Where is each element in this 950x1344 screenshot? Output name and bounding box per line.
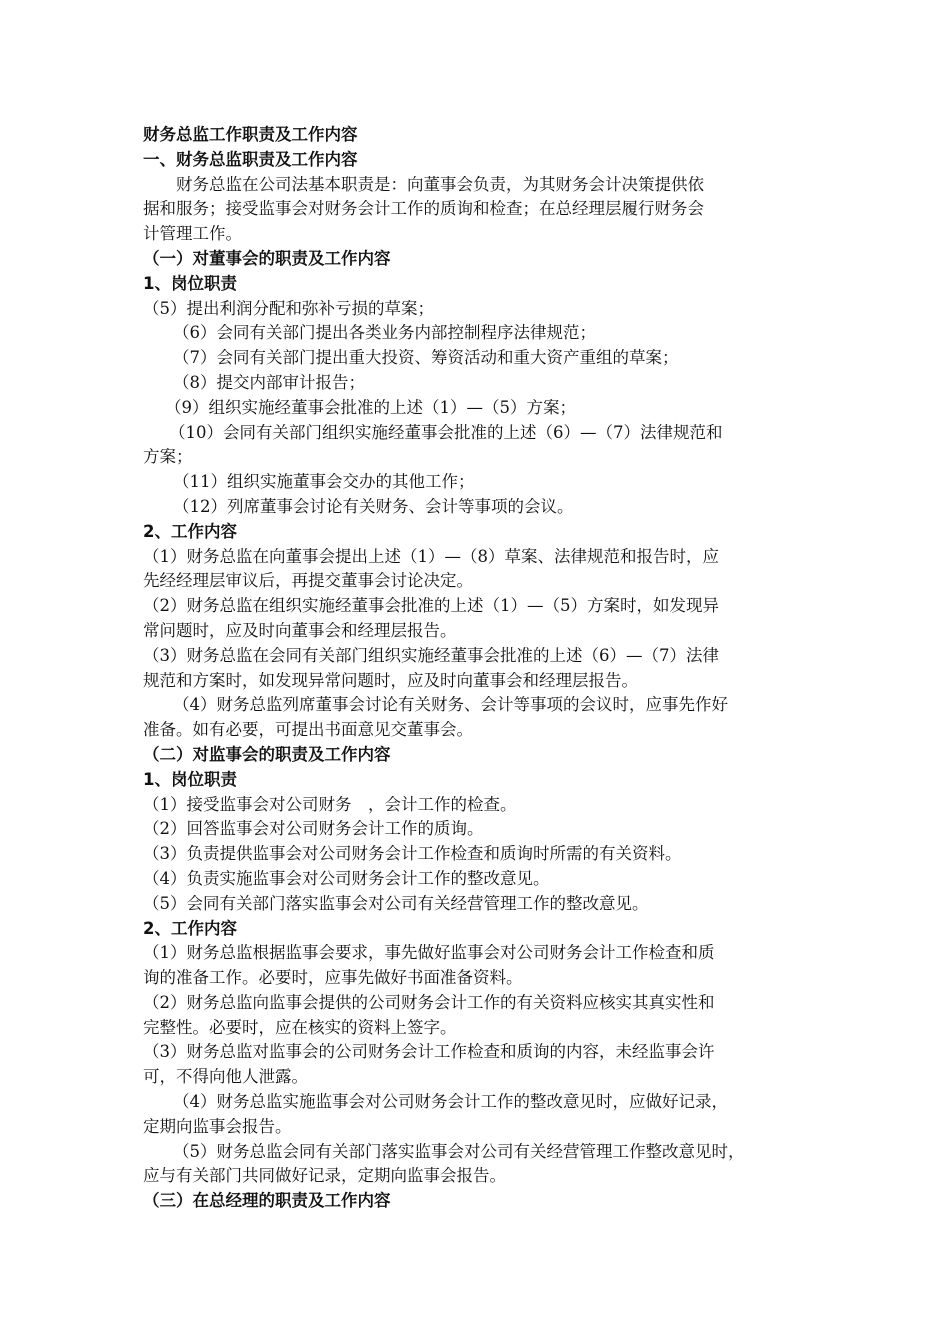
content-item: （3）财务总监在会同有关部门组织实施经董事会批准的上述（6）—（7）法律	[143, 645, 719, 665]
duty-item: （3）负责提供监事会对公司财务会计工作检查和质询时所需的有关资料。	[143, 844, 682, 864]
duty-item: （12）列席董事会讨论有关财务、会计等事项的会议。	[173, 496, 574, 516]
content-item: 规范和方案时，如发现异常问题时，应及时向董事会和经理层报告。	[143, 670, 638, 690]
intro-line: 财务总监在公司法基本职责是：向董事会负责，为其财务会计决策提供依	[176, 174, 704, 194]
section-1-duties-title: 1、岗位职责	[143, 273, 237, 293]
duty-item: （1）接受监事会对公司财务 ，会计工作的检查。	[143, 794, 517, 814]
content-item: （4）财务总监实施监事会对公司财务会计工作的整改意见时，应做好记录，	[173, 1092, 728, 1112]
section-3-title: （三）在总经理的职责及工作内容	[143, 1191, 391, 1211]
content-item: 先经经理层审议后，再提交董事会讨论决定。	[143, 571, 473, 591]
content-item: 常问题时，应及时向董事会和经理层报告。	[143, 620, 457, 640]
content-item: 定期向监事会报告。	[143, 1116, 292, 1136]
content-item: （1）财务总监根据监事会要求，事先做好监事会对公司财务会计工作检查和质	[143, 943, 715, 963]
content-item: （4）财务总监列席董事会讨论有关财务、会计等事项的会议时，应事先作好	[173, 695, 728, 715]
content-item: 准备。如有必要，可提出书面意见交董事会。	[143, 720, 473, 740]
section-1-title: （一）对董事会的职责及工作内容	[143, 248, 391, 268]
content-item: （5）财务总监会同有关部门落实监事会对公司有关经营管理工作整改意见时，	[173, 1141, 745, 1161]
content-item: 应与有关部门共同做好记录，定期向监事会报告。	[143, 1166, 506, 1186]
duty-item: （10）会同有关部门组织实施经董事会批准的上述（6）—（7）法律规范和	[169, 422, 723, 442]
intro-line: 计管理工作。	[143, 224, 242, 244]
duty-item: （2）回答监事会对公司财务会计工作的质询。	[143, 819, 484, 839]
content-item: （1）财务总监在向董事会提出上述（1）—（8）草案、法律规范和报告时，应	[143, 546, 719, 566]
duty-item: （4）负责实施监事会对公司财务会计工作的整改意见。	[143, 868, 550, 888]
duty-item: 方案；	[143, 447, 193, 467]
duty-item: （5）提出利润分配和弥补亏损的草案；	[143, 298, 434, 318]
section-2-duties-title: 1、岗位职责	[143, 769, 237, 789]
duty-item: （11）组织实施董事会交办的其他工作；	[173, 472, 475, 492]
duty-item: （8）提交内部审计报告；	[173, 372, 365, 392]
section-1-content-title: 2、工作内容	[143, 521, 237, 541]
section-2-title: （二）对监事会的职责及工作内容	[143, 744, 391, 764]
intro-line: 据和服务；接受监事会对财务会计工作的质询和检查；在总经理层履行财务会	[143, 199, 704, 219]
content-item: （2）财务总监向监事会提供的公司财务会计工作的有关资料应核实其真实性和	[143, 992, 715, 1012]
content-item: 可，不得向他人泄露。	[143, 1067, 308, 1087]
content-item: （3）财务总监对监事会的公司财务会计工作检查和质询的内容，未经监事会许	[143, 1042, 715, 1062]
section-2-content-title: 2、工作内容	[143, 918, 237, 938]
duty-item: （5）会同有关部门落实监事会对公司有关经营管理工作的整改意见。	[143, 893, 649, 913]
duty-item: （9）组织实施经董事会批准的上述（1）—（5）方案；	[165, 397, 576, 417]
content-item: （2）财务总监在组织实施经董事会批准的上述（1）—（5）方案时，如发现异	[143, 596, 719, 616]
document-page	[143, 123, 823, 1214]
duty-item: （6）会同有关部门提出各类业务内部控制程序法律规范；	[173, 323, 596, 343]
content-item: 询的准备工作。必要时，应事先做好书面准备资料。	[143, 968, 523, 988]
duty-item: （7）会同有关部门提出重大投资、筹资活动和重大资产重组的草案；	[173, 348, 679, 368]
heading-1: 一、财务总监职责及工作内容	[143, 149, 358, 169]
content-item: 完整性。必要时，应在核实的资料上签字。	[143, 1017, 457, 1037]
doc-title: 财务总监工作职责及工作内容	[143, 125, 358, 144]
